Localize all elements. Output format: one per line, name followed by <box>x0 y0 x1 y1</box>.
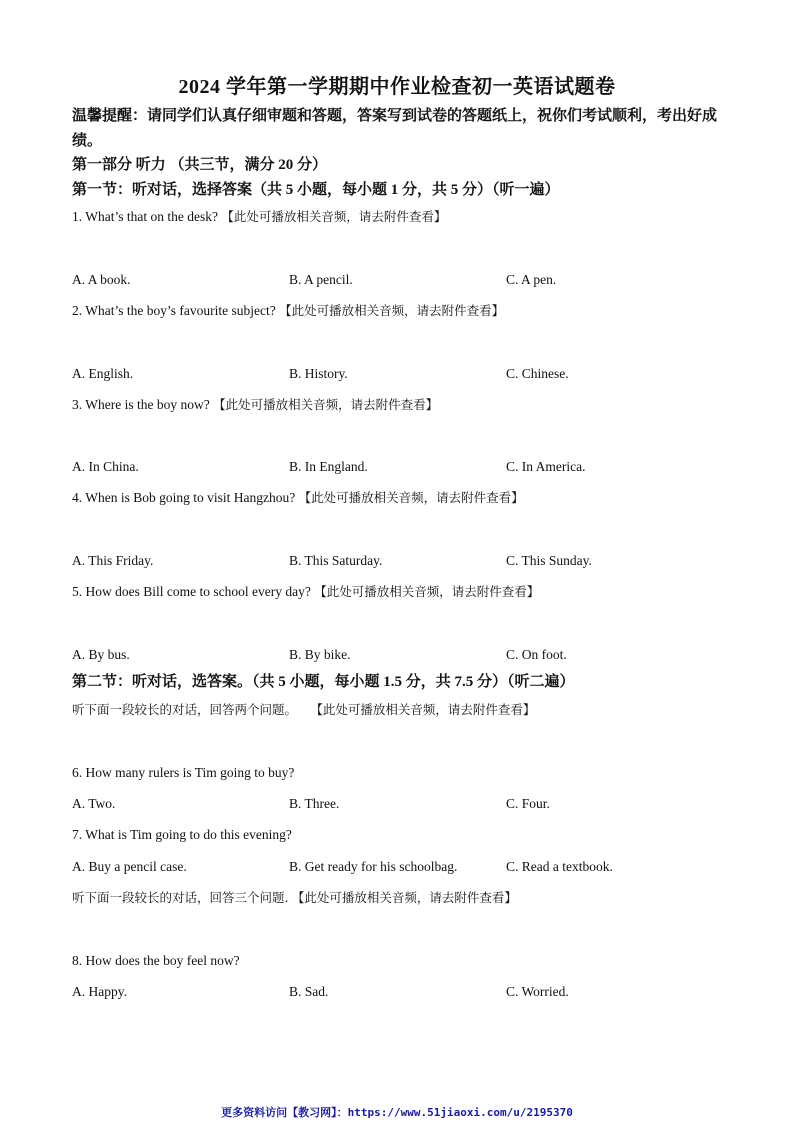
question-text: 2. What’s the boy’s favourite subject? <box>72 303 276 318</box>
option-a: A. Two. <box>72 796 116 811</box>
option-b: B. History. <box>289 366 348 381</box>
option-b: B. In England. <box>289 459 368 474</box>
question-text: 8. How does the boy feel now? <box>72 953 240 968</box>
question-7-options <box>72 858 732 876</box>
option-b: B. By bike. <box>289 647 351 662</box>
option-b: B. Three. <box>289 796 340 811</box>
audio-hint[interactable]: 【此处可播放相关音频，请去附件查看】 <box>310 702 536 717</box>
section1-heading: 第一节：听对话，选择答案（共 5 小题，每小题 1 分，共 5 分）（听一遍） <box>72 182 560 198</box>
audio-hint[interactable]: 【此处可播放相关音频，请去附件查看】 <box>314 584 540 599</box>
option-a: A. English. <box>72 366 134 381</box>
question-8 <box>72 952 732 970</box>
question-1-options <box>72 271 732 289</box>
option-c: C. A pen. <box>506 272 557 287</box>
section2-intro-1 <box>72 701 732 719</box>
question-5 <box>72 583 732 601</box>
question-7 <box>72 826 732 844</box>
option-c: C. Four. <box>506 796 550 811</box>
option-c: C. This Sunday. <box>506 553 592 568</box>
question-text: 5. How does Bill come to school every day? <box>72 584 311 599</box>
footer-link[interactable]: 更多资料访问【教习网】：https://www.51jiaoxi.com/u/2195370 <box>221 1106 573 1119</box>
option-c: C. In America. <box>506 459 586 474</box>
option-b: B. Get ready for his schoolbag. <box>289 859 458 874</box>
question-3 <box>72 396 732 414</box>
audio-hint[interactable]: 【此处可播放相关音频，请去附件查看】 <box>298 490 524 505</box>
question-6 <box>72 764 732 782</box>
question-4-options <box>72 552 732 570</box>
question-3-options <box>72 458 732 476</box>
question-text: 7. What is Tim going to do this evening? <box>72 827 292 842</box>
question-4 <box>72 489 732 507</box>
question-2 <box>72 302 732 320</box>
option-a: A. Happy. <box>72 984 127 999</box>
question-1 <box>72 208 732 226</box>
section2-heading: 第二节：听对话，选答案。（共 5 小题，每小题 1.5 分，共 7.5 分）（听二遍） <box>72 674 575 690</box>
section2-intro-2 <box>72 889 732 907</box>
option-a: A. This Friday. <box>72 553 154 568</box>
audio-hint[interactable]: 【此处可播放相关音频，请去附件查看】 <box>221 209 447 224</box>
audio-hint[interactable]: 【此处可播放相关音频，请去附件查看】 <box>279 303 505 318</box>
question-text: 4. When is Bob going to visit Hangzhou? <box>72 490 296 505</box>
question-8-options <box>72 983 732 1001</box>
question-2-options <box>72 365 732 383</box>
question-text: 1. What’s that on the desk? <box>72 209 218 224</box>
option-a: A. In China. <box>72 459 139 474</box>
option-c: C. On foot. <box>506 647 567 662</box>
intro-text: 听下面一段较长的对话，回答两个问题。 <box>72 702 298 717</box>
option-a: A. Buy a pencil case. <box>72 859 187 874</box>
option-b: B. A pencil. <box>289 272 353 287</box>
intro-text: 听下面一段较长的对话，回答三个问题. <box>72 890 289 905</box>
question-5-options <box>72 646 732 664</box>
notice-text: 温馨提醒：请同学们认真仔细审题和答题，答案写到试卷的答题纸上，祝你们考试顺利，考出好成绩。 <box>72 108 718 149</box>
part1-heading: 第一部分 听力 （共三节，满分 20 分） <box>72 157 328 173</box>
option-b: B. This Saturday. <box>289 553 383 568</box>
option-b: B. Sad. <box>289 984 329 999</box>
option-c: C. Read a textbook. <box>506 859 613 874</box>
option-a: A. By bus. <box>72 647 130 662</box>
option-c: C. Chinese. <box>506 366 569 381</box>
option-c: C. Worried. <box>506 984 569 999</box>
audio-hint[interactable]: 【此处可播放相关音频，请去附件查看】 <box>291 890 517 905</box>
question-text: 3. Where is the boy now? <box>72 397 210 412</box>
question-6-options <box>72 795 732 813</box>
page-title: 2024 学年第一学期期中作业检查初一英语试题卷 <box>178 76 616 98</box>
option-a: A. A book. <box>72 272 131 287</box>
audio-hint[interactable]: 【此处可播放相关音频，请去附件查看】 <box>213 397 439 412</box>
question-text: 6. How many rulers is Tim going to buy? <box>72 765 295 780</box>
